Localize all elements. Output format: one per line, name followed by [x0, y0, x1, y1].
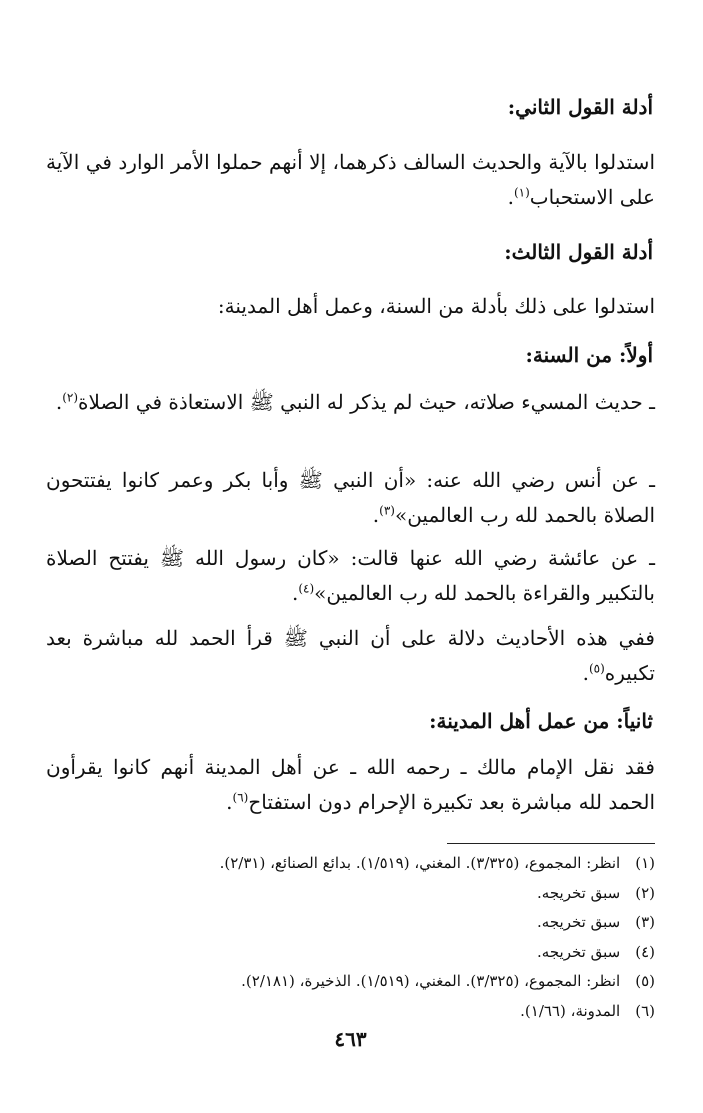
- paragraph-text: ـ عن أنس رضي الله عنه: «أن النبي ﷺ وأبا بكر وعمر كانوا يفتتحون الصلاة بالحمد لله رب العالمين»: [46, 468, 656, 527]
- footnotes-list: [46, 849, 655, 1026]
- footnote-number: (٦): [635, 1001, 655, 1020]
- footnote-number: (١): [635, 854, 655, 872]
- paragraph-hadith-musi: ـ حديث المسيء صلاته، حيث لم يذكر له النبي ﷺ الاستعاذة في الصلاة$^{(٢)}$.: [55, 390, 655, 414]
- footnote-number: (٢): [635, 883, 655, 902]
- paragraph-text: استدلوا على ذلك بأدلة من السنة، وعمل أهل المدينة:: [217, 294, 655, 318]
- subheading-madina-practice: ثانياً: من عمل أهل المدينة:: [429, 709, 653, 733]
- footnote-ref: (٣): [379, 503, 395, 518]
- footnote-ref: (٥): [588, 661, 605, 676]
- footnote-number: (٤): [635, 942, 655, 961]
- footnote-text: المدونة، (١/٦٦).: [520, 1001, 621, 1020]
- paragraph-hadith-anas: ـ عن أنس رضي الله عنه: «أن النبي ﷺ وأبا بكر وعمر كانوا يفتتحون الصلاة بالحمد لله رب العالمين»$^{(٣)}$.: [46, 468, 656, 527]
- footnote-ref: (٦): [232, 790, 249, 805]
- paragraph-text: فقد نقل الإمام مالك ـ رحمه الله ـ عن أهل المدينة أنهم كانوا يقرأون الحمد لله مباشرة بعد تكبيرة الإحرام دون استفتاح: [46, 755, 655, 814]
- section-heading-second-opinion: أدلة القول الثاني:: [507, 95, 653, 119]
- footnote-item: [46, 997, 655, 1027]
- footnote-number: (٥): [635, 972, 655, 990]
- paragraph-conclusion-hadiths: ففي هذه الأحاديث دلالة على أن النبي ﷺ قرأ الحمد لله مباشرة بعد تكبيره$^{(٥)}$.: [46, 626, 655, 685]
- paragraph-text: ـ حديث المسيء صلاته، حيث لم يذكر له النبي ﷺ الاستعاذة في الصلاة: [78, 390, 655, 414]
- footnote-text: سبق تخريجه.: [537, 883, 621, 902]
- paragraph-hadith-aisha: ـ عن عائشة رضي الله عنها قالت: «كان رسول الله ﷺ يفتتح الصلاة بالتكبير والقراءة بالحمد لله رب العالمين»$^{(٤)}$.: [46, 546, 655, 605]
- paragraph-second-opinion-evidence: استدلوا بالآية والحديث السالف ذكرهما، إلا أنهم حملوا الأمر الوارد في الآية على الاستحباب$^{(١)}$.: [46, 150, 655, 209]
- footnote-text: سبق تخريجه.: [537, 913, 621, 931]
- paragraph-text: ـ عن عائشة رضي الله عنها قالت: «كان رسول الله ﷺ يفتتح الصلاة بالتكبير والقراءة بالحمد لله رب العالمين»: [46, 546, 655, 605]
- paragraph-text: استدلوا بالآية والحديث السالف ذكرهما، إلا أنهم حملوا الأمر الوارد في الآية على الاستحباب: [46, 150, 655, 209]
- subheading-from-sunnah: أولاً: من السنة:: [525, 343, 653, 367]
- footnote-item: [46, 879, 655, 909]
- footnote-item: [46, 849, 655, 879]
- footnote-item: [46, 908, 655, 938]
- footnote-item: [46, 938, 655, 968]
- page-number: ٤٦٣: [334, 1027, 367, 1051]
- footnote-number: (٣): [635, 913, 655, 931]
- footnote-ref: (٢): [62, 390, 79, 405]
- paragraph-text: ففي هذه الأحاديث دلالة على أن النبي ﷺ قرأ الحمد لله مباشرة بعد تكبيره: [46, 626, 655, 685]
- footnote-ref: (٤): [298, 581, 315, 596]
- footnote-item: [46, 967, 655, 997]
- section-heading-third-opinion: أدلة القول الثالث:: [504, 240, 653, 264]
- document-page: [46, 0, 655, 1113]
- paragraph-malik-report: فقد نقل الإمام مالك ـ رحمه الله ـ عن أهل المدينة أنهم كانوا يقرأون الحمد لله مباشرة بعد تكبيرة الإحرام دون استفتاح$^{(٦)}$.: [46, 755, 655, 814]
- footnote-separator: [447, 843, 655, 844]
- footnote-text: انظر: المجموع، (٣/٣٢٥). المغني، (١/٥١٩). بدائع الصنائع، (٢/٣١).: [219, 854, 621, 872]
- footnote-ref: (١): [513, 185, 530, 200]
- footnote-text: سبق تخريجه.: [537, 942, 621, 961]
- paragraph-third-opinion-intro: [46, 289, 655, 324]
- footnote-text: انظر: المجموع، (٣/٣٢٥). المغني، (١/٥١٩). الذخيرة، (٢/١٨١).: [241, 972, 621, 990]
